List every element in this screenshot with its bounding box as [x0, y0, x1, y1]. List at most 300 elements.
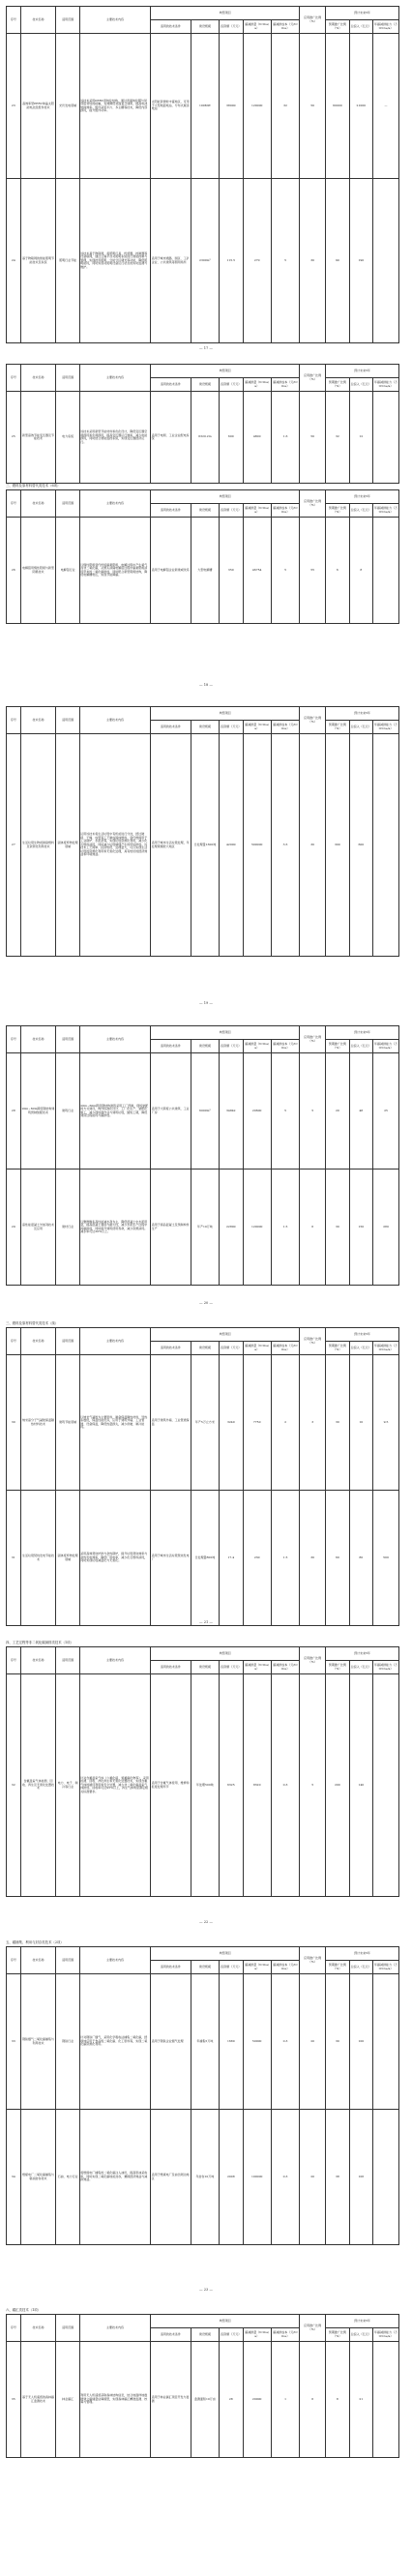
- cell-content: 利用无人机遥感获取森林结构信息，结合地面样地数据建立碳储量估算模型，实现森林碳汇精准监测、核算与管理。: [79, 2342, 150, 2458]
- cell-reduce: 46754: [243, 518, 271, 624]
- cell-scale: 100MW: [191, 34, 219, 179]
- header-forecast-sub: 预期推广比例（%）: [326, 1040, 349, 1053]
- header-forecast-sub: 预期推广比例（%）: [326, 504, 349, 518]
- cell-ratio: 3: [300, 1355, 326, 1491]
- header-typical-sub: 适用的技术条件: [151, 1661, 191, 1674]
- cell-reduce: 4800: [243, 392, 271, 484]
- cell-reduce: 120000: [243, 1170, 271, 1286]
- cell-name: 高效率型PERC单晶太阳能电池及组件技术: [20, 34, 56, 179]
- cell-scale: 年捕集5万吨: [191, 1974, 219, 2110]
- cell-extra: [373, 2110, 399, 2245]
- header-typical: 典型项目: [151, 7, 300, 20]
- header-content: 主要技术内容: [79, 365, 150, 392]
- header-typical-sub: 适用的技术条件: [151, 1342, 191, 1355]
- cell-ratio: 20: [300, 2110, 326, 2245]
- cell-invest: 6325: [220, 1674, 243, 1897]
- table-row: [7, 1674, 399, 1897]
- header-forecast: 预计未来5年: [326, 365, 399, 378]
- cell-scale: 年处理500吨: [191, 1674, 219, 1897]
- header-forecast-sub: 年碳减排能力（万tCO₂e/a）: [373, 721, 399, 734]
- header-typical-sub: 建设规模: [191, 504, 219, 518]
- header-typical: 典型项目: [151, 1026, 300, 1040]
- cell-no: 31: [7, 1491, 21, 1626]
- cell-no: 24: [7, 179, 21, 343]
- header-prospect: 应用推广比例（%）: [300, 490, 326, 518]
- cell-no: 33: [7, 1974, 21, 2110]
- cell-ratio: 5: [300, 1674, 326, 1897]
- table-row: [7, 1491, 399, 1626]
- cell-scale: 年产5万立方米: [191, 1355, 219, 1491]
- cell-extra: [373, 392, 399, 484]
- header-typical-sub: 碳减排成本（元/tCO₂e）: [271, 1342, 299, 1355]
- cell-reduce: 7750: [243, 1355, 271, 1491]
- header-typical-sub: 投资额（万元）: [220, 378, 243, 392]
- header-name: 技术名称: [20, 1328, 56, 1355]
- header-prospect: 应用推广比例（%）: [300, 2315, 326, 2342]
- header-forecast-sub: 总投入（亿元）: [349, 1661, 372, 1674]
- document-page: [0, 696, 412, 1017]
- cell-ratio: 50: [300, 34, 326, 179]
- cell-reduce: 100000: [243, 2110, 271, 2245]
- header-typical-sub: 投资额（万元）: [220, 1961, 243, 1974]
- cell-cond: 适用于电网、工业企业配电系统: [151, 392, 191, 484]
- cell-extra: [373, 518, 399, 624]
- page-number: — 22 —: [198, 1920, 214, 1924]
- cell-cost: 32: [271, 34, 299, 179]
- cell-scale: 大型电解槽: [191, 518, 219, 624]
- header-forecast: 预计未来5年: [326, 707, 399, 721]
- document-page: [0, 0, 412, 359]
- cell-exp: 200: [326, 1674, 349, 1897]
- header-forecast-sub: 总投入（亿元）: [349, 504, 372, 518]
- header-typical-sub: 投资额（万元）: [220, 1040, 243, 1053]
- cell-reduce: 270: [243, 179, 271, 343]
- cell-name: 生活垃圾焚烧发电节能技术: [20, 1491, 56, 1626]
- header-forecast-sub: 年碳减排能力（万tCO₂e/a）: [373, 1661, 399, 1674]
- cell-no: 30: [7, 1355, 21, 1491]
- header-scope: 适用范围: [56, 365, 79, 392]
- cell-name: 钢铁烟气二氧化碳捕集与利用技术: [20, 1974, 56, 2110]
- cell-total: 140: [349, 1674, 372, 1897]
- table-row: [7, 1053, 399, 1170]
- header-forecast-sub: 总投入（亿元）: [349, 721, 372, 734]
- cell-extra: [373, 179, 399, 343]
- tech-table: [6, 364, 399, 484]
- cell-cond: 适用于城市道路、园区、工矿企业、公共建筑等照明场所: [151, 179, 191, 343]
- cell-cost: 3.5: [271, 734, 299, 957]
- header-content: 主要技术内容: [79, 2315, 150, 2342]
- cell-exp: 60: [326, 1491, 349, 1626]
- cell-cost: 0.3: [271, 1974, 299, 2110]
- cell-exp: 60000: [326, 34, 349, 179]
- header-typical-sub: 适用的技术条件: [151, 1961, 191, 1974]
- header-typical: 典型项目: [151, 2315, 300, 2328]
- header-forecast-sub: 年碳减排能力（万tCO₂e/a）: [373, 1961, 399, 1974]
- cell-total: 10: [349, 1355, 372, 1491]
- section-heading: 五、碳捕集、利用与封存类技术（2项）: [6, 1940, 64, 1944]
- section-heading: 三、燃料及原材料替代类技术（续）: [6, 1321, 59, 1325]
- header-typical-sub: 碳减排量（tCO₂e/a）: [243, 1040, 271, 1053]
- cell-exp: 6: [326, 518, 349, 624]
- cell-extra: [373, 1674, 399, 1897]
- header-forecast-sub: 总投入（亿元）: [349, 1040, 372, 1053]
- section-heading: 六、碳汇类技术（1项）: [6, 2308, 42, 2312]
- header-typical-sub: 建设规模: [191, 2328, 219, 2342]
- cell-cond: 适用于城市生活垃圾焚烧发电厂: [151, 1491, 191, 1626]
- page-number: — 21 —: [198, 1620, 214, 1624]
- header-typical-sub: 碳减排量（tCO₂e/a）: [243, 1661, 271, 1674]
- cell-reduce: 8320: [243, 1674, 271, 1897]
- header-typical-sub: 适用的技术条件: [151, 20, 191, 34]
- cell-extra: 500: [373, 1491, 399, 1626]
- cell-invest: 38000: [220, 34, 243, 179]
- cell-no: 25: [7, 392, 21, 484]
- cell-cond: 太阳能资源较丰富地区，可用于大型地面电站、分布式屋顶电站: [151, 34, 191, 179]
- cell-name: 20m~60m跨度钢结构建筑预制装配技术: [20, 1053, 56, 1170]
- header-forecast-sub: 预期推广比例（%）: [326, 1961, 349, 1974]
- cell-content: 以纳米气凝胶为主要原料，制备保温隔热材料，导热系数低，保温性能优异，应用于建筑外墙、工业管道、设备保温，降低热量损失，减少供暖、制冷能耗。: [79, 1355, 150, 1491]
- cell-cond: 适用于林业碳汇项目开发与监测: [151, 2342, 191, 2458]
- header-typical-sub: 适用的技术条件: [151, 504, 191, 518]
- header-typical-sub: 建设规模: [191, 378, 219, 392]
- header-forecast-sub: 预期推广比例（%）: [326, 20, 349, 34]
- header-content: 主要技术内容: [79, 7, 150, 34]
- table-row: [7, 392, 399, 484]
- cell-name: 生活垃圾生物质制备燃料及资源化利用技术: [20, 734, 56, 957]
- page-number: — 23 —: [198, 2288, 214, 2292]
- cell-content: 针对钢铁厂烟气，采用化学吸收法捕集二氧化碳，经提纯后用于食品级二氧化碳、化工原料等，实现二氧化碳资源化利用。: [79, 1974, 150, 2110]
- tech-table: [6, 1946, 399, 2245]
- header-scope: 适用范围: [56, 1328, 79, 1355]
- cell-name: 含氟温室气体检测、回收、再生及无害化处置技术: [20, 1674, 56, 1897]
- cell-name: 基于物联网的智能照明节能技术及系统: [20, 179, 56, 343]
- header-typical-sub: 投资额（万元）: [220, 504, 243, 518]
- header-typical-sub: 碳减排量（tCO₂e/a）: [243, 2328, 271, 2342]
- header-typical: 典型项目: [151, 1328, 300, 1342]
- cell-name: 电解铝用惰性阳极与新型阴极技术: [20, 518, 56, 624]
- header-typical: 典型项目: [151, 365, 300, 378]
- cell-scope: 建筑节能领域: [56, 1355, 79, 1491]
- cell-name: 纳米高分子气凝胶保温隔热材料技术: [20, 1355, 56, 1491]
- cell-invest: 2008: [220, 2110, 243, 2245]
- cell-extra: —: [373, 34, 399, 179]
- header-typical-sub: 投资额（万元）: [220, 1342, 243, 1355]
- header-typical-sub: 投资额（万元）: [220, 721, 243, 734]
- cell-reduce: 120000: [243, 34, 271, 179]
- header-typical-sub: 碳减排成本（元/tCO₂e）: [271, 504, 299, 518]
- header-forecast-sub: 总投入（亿元）: [349, 20, 372, 34]
- cell-reduce: 20000: [243, 2342, 271, 2458]
- table-row: [7, 518, 399, 624]
- cell-name: 新型高效节能变压器及节能技术: [20, 392, 56, 484]
- cell-invest: 22800: [220, 1170, 243, 1286]
- cell-extra: 280: [373, 1170, 399, 1286]
- document-page: [0, 2302, 412, 2576]
- header-no: 序号: [7, 490, 21, 518]
- cell-total: 8: [349, 518, 372, 624]
- header-name: 技术名称: [20, 7, 56, 34]
- cell-scope: 电解铝行业: [56, 518, 79, 624]
- header-typical-sub: 碳减排量（tCO₂e/a）: [243, 504, 271, 518]
- cell-invest: 600: [220, 392, 243, 484]
- cell-ratio: 5: [300, 1053, 326, 1170]
- cell-total: 600: [349, 734, 372, 957]
- cell-exp: 90: [326, 179, 349, 343]
- header-prospect: 应用推广比例（%）: [300, 365, 326, 392]
- header-forecast-sub: 年碳减排能力（万tCO₂e/a）: [373, 504, 399, 518]
- section-heading: 四、工艺过程等非二氧化碳减排类技术（1项）: [6, 1641, 74, 1644]
- header-forecast: 预计未来5年: [326, 1947, 399, 1961]
- page-number: — 18 —: [198, 683, 214, 687]
- cell-no: 35: [7, 2342, 21, 2458]
- header-typical-sub: 适用的技术条件: [151, 1040, 191, 1053]
- cell-invest: 17.4: [220, 1491, 243, 1626]
- cell-extra: [373, 2342, 399, 2458]
- tech-table: [6, 6, 399, 343]
- document-page: [0, 1316, 412, 1636]
- header-name: 技术名称: [20, 490, 56, 518]
- header-typical: 典型项目: [151, 707, 300, 721]
- header-no: 序号: [7, 707, 21, 734]
- cell-cost: 5: [271, 518, 299, 624]
- cell-total: 48: [349, 1053, 372, 1170]
- cell-no: 29: [7, 1170, 21, 1286]
- cell-ratio: 6: [300, 1170, 326, 1286]
- header-content: 主要技术内容: [79, 1647, 150, 1674]
- header-name: 技术名称: [20, 1947, 56, 1974]
- header-forecast-sub: 预期推广比例（%）: [326, 378, 349, 392]
- cell-exp: 30: [326, 1170, 349, 1286]
- header-no: 序号: [7, 1026, 21, 1053]
- cell-no: 32: [7, 1674, 21, 1897]
- cell-exp: 38: [326, 2110, 349, 2245]
- cell-exp: 30: [326, 1355, 349, 1491]
- cell-exp: 20: [326, 1053, 349, 1170]
- header-typical-sub: 碳减排量（tCO₂e/a）: [243, 721, 271, 734]
- cell-invest: 115.5: [220, 179, 243, 343]
- header-no: 序号: [7, 1647, 21, 1674]
- cell-cond: 适用于含氟气体使用、维修和报废处理环节: [151, 1674, 191, 1897]
- tech-table: [6, 489, 399, 624]
- cell-reduce: 500000: [243, 734, 271, 957]
- header-prospect: 应用推广比例（%）: [300, 1026, 326, 1053]
- cell-cond: 适用于电解铝企业新建或改造: [151, 518, 191, 624]
- header-prospect: 应用推广比例（%）: [300, 1328, 326, 1355]
- cell-scope: 石油、电力行业: [56, 2110, 79, 2245]
- cell-content: 采用高效焚烧炉排与余热锅炉，提升垃圾焚烧效率与余热发电效率，降低厂用电率，减少化石燃料消耗，同时实现垃圾减量化与无害化。: [79, 1491, 150, 1626]
- header-typical-sub: 碳减排成本（元/tCO₂e）: [271, 1961, 299, 1974]
- header-forecast-sub: 预期推广比例（%）: [326, 721, 349, 734]
- tech-table: [6, 1646, 399, 1897]
- header-forecast-sub: 预期推广比例（%）: [326, 2328, 349, 2342]
- header-forecast: 预计未来5年: [326, 2315, 399, 2328]
- header-typical-sub: 适用的技术条件: [151, 378, 191, 392]
- header-scope: 适用范围: [56, 1947, 79, 1974]
- header-typical-sub: 建设规模: [191, 1342, 219, 1355]
- header-no: 序号: [7, 2315, 21, 2342]
- cell-content: 20m~60m跨度钢结构建筑采用工厂预制、现场装配的方式建设，构件标准化设计、工厂化生产、装配化施工，减少现场湿作业与建筑垃圾，缩短工期，降低建造过程能耗与碳排放。: [79, 1053, 150, 1170]
- cell-scope: 电力系统: [56, 392, 79, 484]
- page-number: — 19 —: [198, 1001, 214, 1005]
- cell-ratio: 50: [300, 392, 326, 484]
- header-forecast-sub: 总投入（亿元）: [349, 1342, 372, 1355]
- header-forecast-sub: 总投入（亿元）: [349, 1961, 372, 1974]
- header-forecast-sub: 年碳减排能力（万tCO₂e/a）: [373, 1342, 399, 1355]
- cell-ratio: 30: [300, 179, 326, 343]
- header-content: 主要技术内容: [79, 1328, 150, 1355]
- header-typical-sub: 投资额（万元）: [220, 20, 243, 34]
- cell-reduce: 50000: [243, 1974, 271, 2110]
- table-row: [7, 2110, 399, 2245]
- header-forecast: 预计未来5年: [326, 1328, 399, 1342]
- header-typical-sub: 建设规模: [191, 20, 219, 34]
- header-typical: 典型项目: [151, 1947, 300, 1961]
- cell-exp: 32: [326, 392, 349, 484]
- cell-extra: 9.5: [373, 1355, 399, 1491]
- cell-content: 将燃煤电厂捕集的二氧化碳注入油田，提高原油采收率，同时实现二氧化碳地质封存，兼顾经济效益与减排效益。: [79, 2110, 150, 2245]
- header-scope: 适用范围: [56, 2315, 79, 2342]
- cell-total: 100: [349, 1974, 372, 2110]
- tech-table: [6, 1327, 399, 1626]
- cell-cost: 5: [271, 1053, 299, 1170]
- table-row: [7, 1170, 399, 1286]
- cell-reduce: 230: [243, 1491, 271, 1626]
- cell-ratio: 6: [300, 2342, 326, 2458]
- cell-cost: 0.3: [271, 1674, 299, 1897]
- header-forecast: 预计未来5年: [326, 490, 399, 504]
- header-forecast: 预计未来5年: [326, 1026, 399, 1040]
- header-name: 技术名称: [20, 707, 56, 734]
- cell-extra: 25: [373, 1053, 399, 1170]
- header-typical-sub: 投资额（万元）: [220, 2328, 243, 2342]
- cell-scale: 监测面积10万亩: [191, 2342, 219, 2458]
- header-typical-sub: 碳减排成本（元/tCO₂e）: [271, 2328, 299, 2342]
- cell-cond: 适用于建筑外墙、工业管道保温: [151, 1355, 191, 1491]
- cell-scale: 6000m²: [191, 1053, 219, 1170]
- cell-no: 28: [7, 1053, 21, 1170]
- header-typical-sub: 碳减排量（tCO₂e/a）: [243, 1342, 271, 1355]
- table-row: [7, 734, 399, 957]
- cell-invest: 1680: [220, 1974, 243, 2110]
- cell-reduce: 20600: [243, 1053, 271, 1170]
- cell-invest: 34842: [220, 1053, 243, 1170]
- document-page: [0, 358, 412, 697]
- cell-scale: 日处理量1300吨: [191, 734, 219, 957]
- cell-cost: 1: [271, 2342, 299, 2458]
- cell-no: 27: [7, 734, 21, 957]
- cell-ratio: 30: [300, 734, 326, 957]
- cell-cost: 1.5: [271, 1170, 299, 1286]
- cell-cost: 1.5: [271, 1491, 299, 1626]
- cell-scope: 建筑行业: [56, 1053, 79, 1170]
- cell-ratio: 30: [300, 1491, 326, 1626]
- header-forecast-sub: 预期推广比例（%）: [326, 1342, 349, 1355]
- cell-no: 26: [7, 518, 21, 624]
- header-prospect: 应用推广比例（%）: [300, 1947, 326, 1974]
- cell-cost: 1.6: [271, 392, 299, 484]
- cell-scope: 照明行业节能: [56, 179, 79, 343]
- tech-table: [6, 2314, 399, 2458]
- cell-ratio: 20: [300, 1974, 326, 2110]
- cell-cond: 适用于燃煤电厂及油田周边地区: [151, 2110, 191, 2245]
- cell-cost: 0.3: [271, 2110, 299, 2245]
- cell-scope: 固体废弃物处理领域: [56, 1491, 79, 1626]
- cell-content: 以聚羧酸系高性能减水剂为主，降低混凝土中水泥用量，提高混凝土强度与耐久性，减少水泥生产过程中的碳排放，同时提升建筑使用寿命，减少资源消耗。减水率可达30%以上。: [79, 1170, 150, 1286]
- cell-content: 该技术采用新型节能材料和优化设计，降低变压器空载损耗和负载损耗，提高变压器运行效率，减少电能损耗，同时结合智能监控系统，实现变压器经济运行。: [79, 392, 150, 484]
- cell-exp: 8: [326, 2342, 349, 2458]
- cell-scope: 固体废弃物处理领域: [56, 734, 79, 957]
- header-content: 主要技术内容: [79, 1026, 150, 1053]
- header-forecast-sub: 总投入（亿元）: [349, 2328, 372, 2342]
- cell-cond: 适用于大跨度公共建筑、工业厂房: [151, 1053, 191, 1170]
- header-prospect: 应用推广比例（%）: [300, 707, 326, 734]
- cell-ratio: 55: [300, 518, 326, 624]
- header-prospect: 应用推广比例（%）: [300, 1647, 326, 1674]
- cell-cost: 2: [271, 1355, 299, 1491]
- header-no: 序号: [7, 1328, 21, 1355]
- header-forecast-sub: 年碳减排能力（万tCO₂e/a）: [373, 20, 399, 34]
- cell-scope: 钢铁行业: [56, 1974, 79, 2110]
- header-typical-sub: 碳减排成本（元/tCO₂e）: [271, 378, 299, 392]
- cell-scope: 建材行业: [56, 1170, 79, 1286]
- header-forecast: 预计未来5年: [326, 7, 399, 20]
- cell-scope: 电力、电子、制冷等行业: [56, 1674, 79, 1897]
- header-scope: 适用范围: [56, 490, 79, 518]
- header-forecast: 预计未来5年: [326, 1647, 399, 1661]
- header-forecast-sub: 年碳减排能力（万tCO₂e/a）: [373, 1040, 399, 1053]
- cell-scope: 林业碳汇: [56, 2342, 79, 2458]
- header-no: 序号: [7, 7, 21, 34]
- header-scope: 适用范围: [56, 1026, 79, 1053]
- cell-total: 150: [349, 1170, 372, 1286]
- cell-total: 21000: [349, 34, 372, 179]
- header-name: 技术名称: [20, 2315, 56, 2342]
- cell-invest: 350: [220, 518, 243, 624]
- cell-scale: 2300m²: [191, 179, 219, 343]
- cell-name: 高性能混凝土外加剂技术及应用: [20, 1170, 56, 1286]
- header-prospect: 应用推广比例（%）: [300, 7, 326, 34]
- header-no: 序号: [7, 1947, 21, 1974]
- header-scope: 适用范围: [56, 1647, 79, 1674]
- header-typical-sub: 适用的技术条件: [151, 2328, 191, 2342]
- table-row: [7, 1355, 399, 1491]
- cell-content: 该技术基于物联网，将照明灯具、传感器、控制器等设备联网，通过云端平台对照明系统进行智能控制与管理，实现按需照明、分时分区调光等功能，降低照明能耗，同时实现对照明设备运行状态的实时监测与维护。: [79, 179, 150, 343]
- cell-cond: 适用于城市生活垃圾处理，年处理规模较大地区: [151, 734, 191, 957]
- header-typical-sub: 适用的技术条件: [151, 721, 191, 734]
- header-typical-sub: 建设规模: [191, 1961, 219, 1974]
- cell-total: 106: [349, 2110, 372, 2245]
- cell-content: 以惰性阳极替代传统碳素阳极，电解过程中产生氧气而非二氧化碳，从源头消除电解铝过程中碳素阳极消耗带来的二氧化碳排放，同时配合新型阴极结构，降低电解槽电压，实现节能降碳。: [79, 518, 150, 624]
- cell-name: 燃煤电厂二氧化碳捕集与驱油封存技术: [20, 2110, 56, 2245]
- cell-invest: 3240: [220, 1355, 243, 1491]
- header-typical-sub: 碳减排成本（元/tCO₂e）: [271, 20, 299, 34]
- header-typical: 典型项目: [151, 490, 300, 504]
- cell-scale: 6320.2m: [191, 392, 219, 484]
- section-heading: 三、燃料及原材料替代类技术（6项）: [6, 484, 61, 488]
- table-row: [7, 34, 399, 179]
- header-typical-sub: 碳减排量（tCO₂e/a）: [243, 20, 271, 34]
- cell-cond: 适用于钢铁企业烟气处理: [151, 1974, 191, 2110]
- header-typical: 典型项目: [151, 1647, 300, 1661]
- header-forecast-sub: 预期推广比例（%）: [326, 1661, 349, 1674]
- cell-no: 23: [7, 34, 21, 179]
- cell-scale: 年封存10万吨: [191, 2110, 219, 2245]
- document-page: [0, 1635, 412, 1936]
- header-content: 主要技术内容: [79, 1947, 150, 1974]
- cell-content: 该技术采用PERC背钝化结构，通过背面钝化膜与局部铝背场的接触，有效降低背面复合速率，提高电池转换效率。组件采用半片、多主栅等技术，降低内部损耗，提升组件功率。: [79, 34, 150, 179]
- header-typical-sub: 投资额（万元）: [220, 1661, 243, 1674]
- header-typical-sub: 碳减排成本（元/tCO₂e）: [271, 1040, 299, 1053]
